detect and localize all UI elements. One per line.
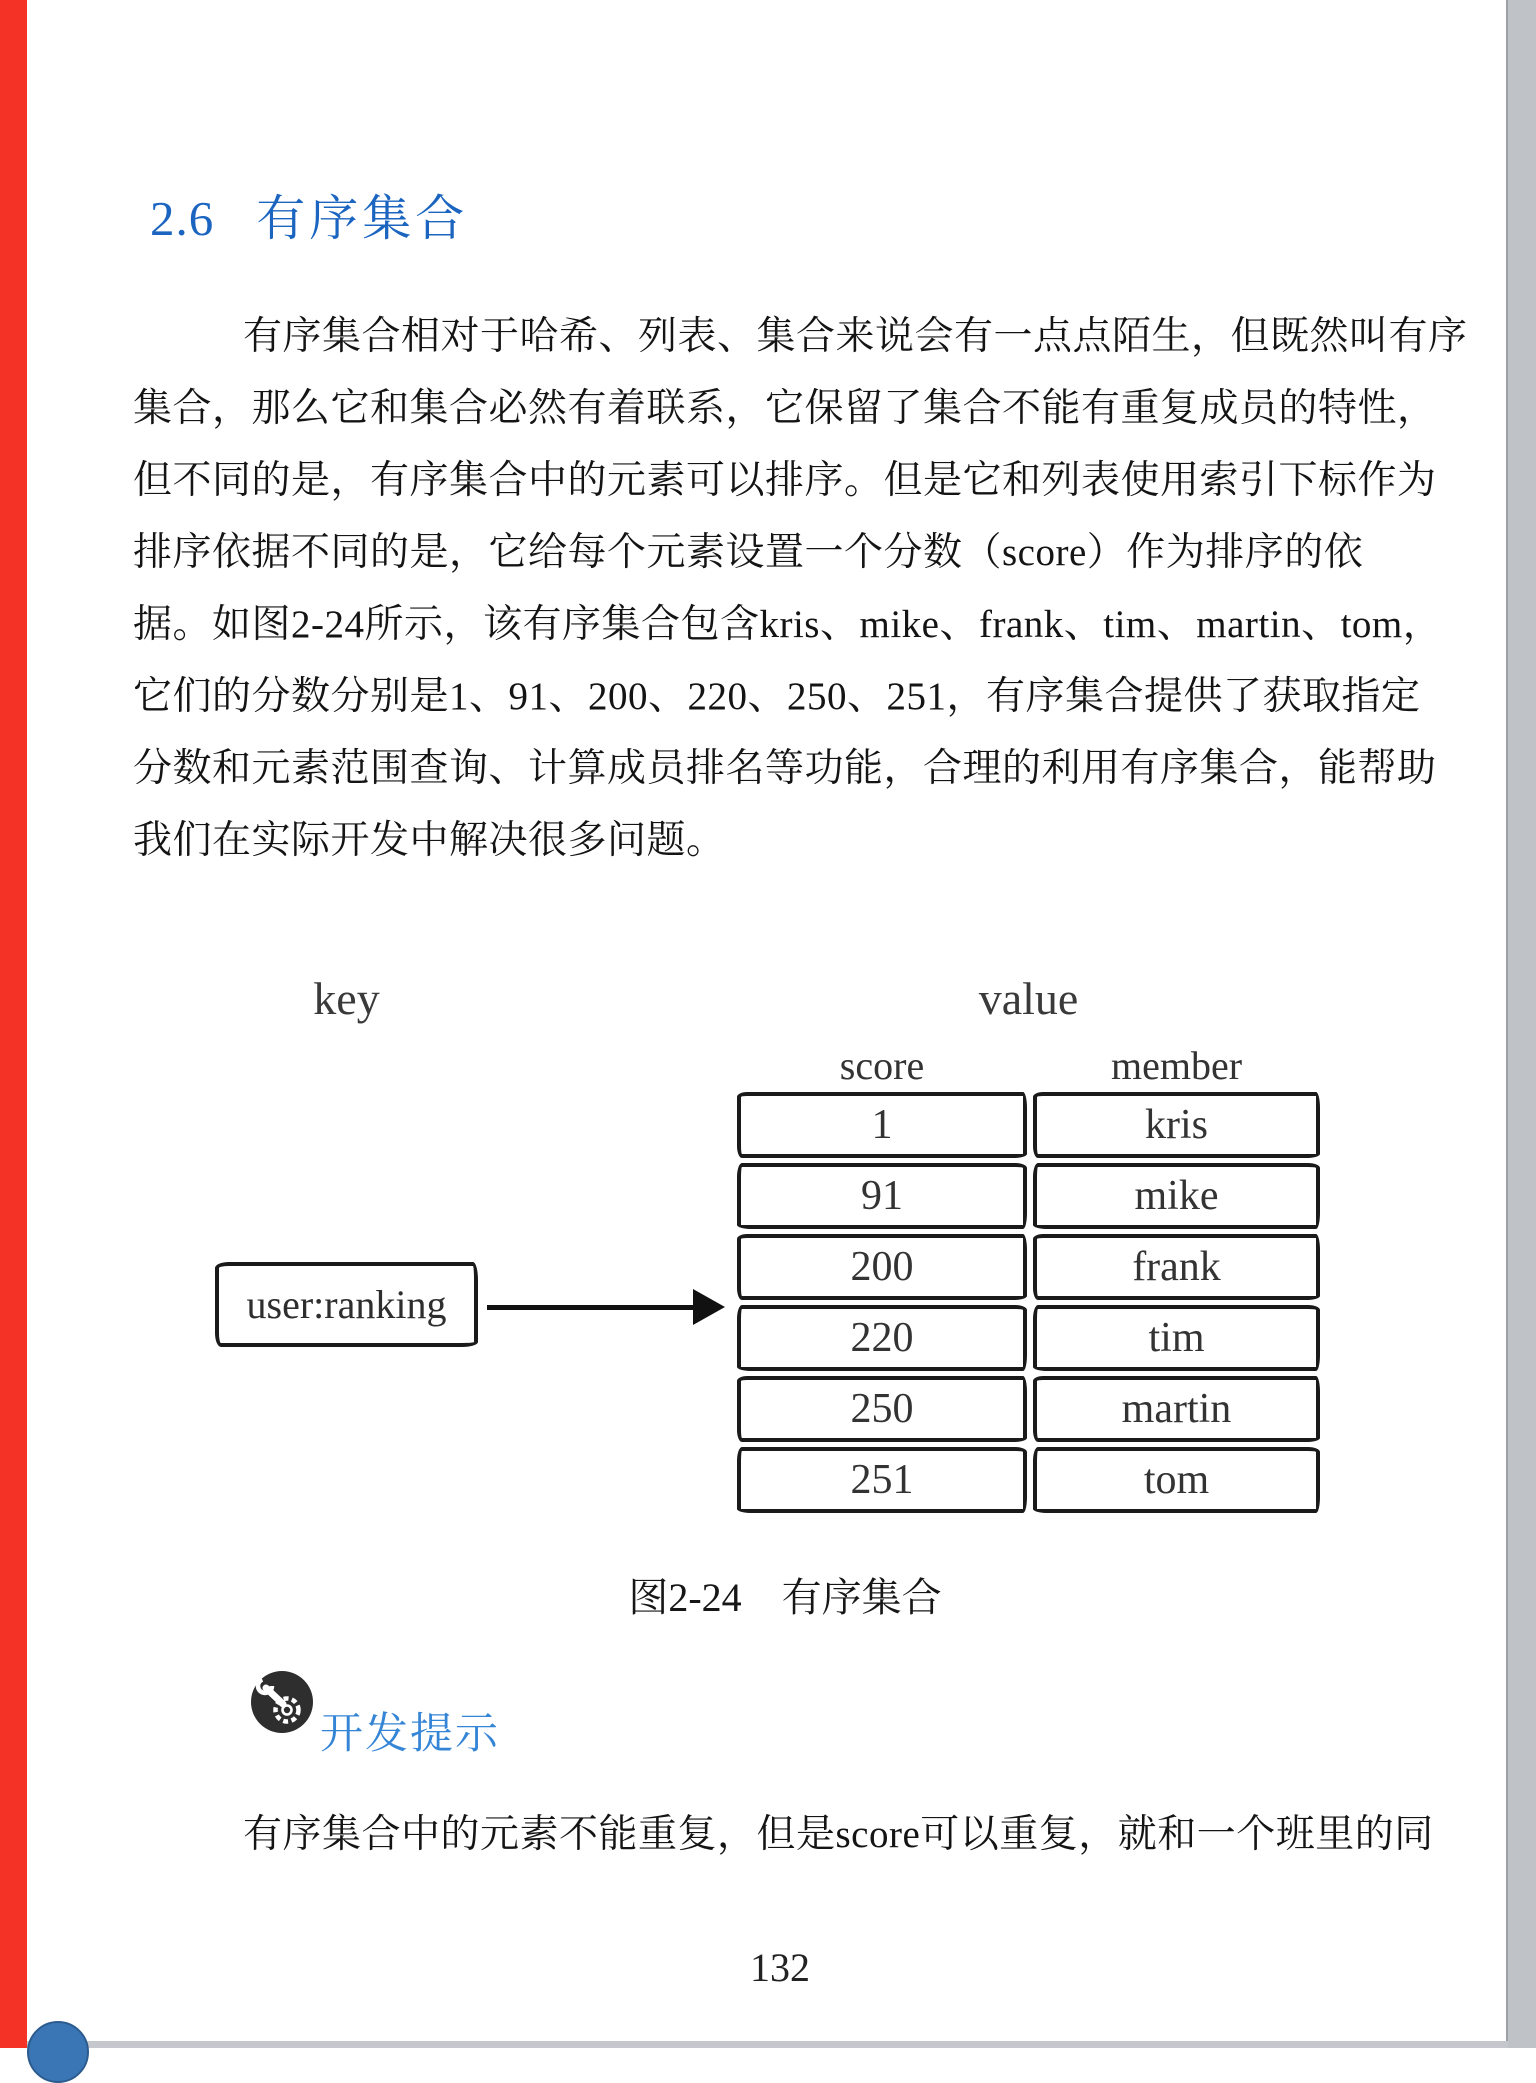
body-text-line: 集合，那么它和集合必然有着联系，它保留了集合不能有重复成员的特性， (133, 387, 1437, 430)
figure-value-label: value (978, 973, 1079, 1024)
section-title: 有序集合 (256, 191, 469, 246)
body-text-line: 分数和元素范围查询、计算成员排名等功能，合理的利用有序集合，能帮助 (133, 747, 1437, 790)
score-cell: 220 (737, 1305, 1027, 1371)
arrow-head-icon (693, 1289, 725, 1325)
wrench-gear-icon (250, 1670, 314, 1734)
member-cell: kris (1033, 1092, 1320, 1158)
score-cell: 91 (737, 1163, 1027, 1229)
member-cell: tom (1033, 1447, 1320, 1513)
score-cell: 200 (737, 1234, 1027, 1300)
dev-tip-label: 开发提示 (320, 1711, 500, 1758)
paragraph-1 (133, 301, 1468, 877)
body-text-line: 有序集合相对于哈希、列表、集合来说会有一点点陌生，但既然叫有序 (243, 315, 1468, 358)
score-column-header: score (839, 1043, 925, 1088)
member-cell: tim (1033, 1305, 1320, 1371)
figure-key-label: key (313, 973, 380, 1024)
member-cell: frank (1033, 1234, 1320, 1300)
score-cell: 1 (737, 1092, 1027, 1158)
body-text-line: 据。如图2-24所示，该有序集合包含kris、mike、frank、tim、martin、tom， (133, 603, 1443, 646)
page-number: 132 (750, 1945, 810, 1990)
member-column (1033, 1092, 1320, 1518)
bottom-page-edge (27, 2041, 1508, 2048)
body-text-line: 它们的分数分别是1、91、200、220、250、251，有序集合提供了获取指定 (133, 675, 1421, 718)
score-column (737, 1092, 1027, 1518)
body-text-line: 但不同的是，有序集合中的元素可以排序。但是它和列表使用索引下标作为 (133, 459, 1437, 502)
key-to-value-arrow (487, 1305, 699, 1310)
right-page-gutter (1506, 0, 1536, 2048)
score-cell: 250 (737, 1376, 1027, 1442)
reader-floating-button[interactable] (27, 2021, 89, 2083)
key-box: user:ranking (215, 1262, 478, 1347)
score-cell: 251 (737, 1447, 1027, 1513)
body-text-line: 我们在实际开发中解决很多问题。 (133, 819, 726, 862)
member-cell: mike (1033, 1163, 1320, 1229)
body-text-line: 有序集合中的元素不能重复，但是score可以重复，就和一个班里的同 (243, 1813, 1434, 1856)
left-edge-red-bar (0, 0, 27, 2048)
member-column-header: member (1110, 1043, 1243, 1088)
section-number: 2.6 (150, 191, 215, 246)
body-text-line: 排序依据不同的是，它给每个元素设置一个分数（score）作为排序的依 (133, 531, 1364, 574)
paragraph-2 (133, 1799, 1434, 1871)
member-cell: martin (1033, 1376, 1320, 1442)
section-heading (150, 180, 468, 250)
figure-caption: 图2-24 有序集合 (628, 1575, 942, 1620)
